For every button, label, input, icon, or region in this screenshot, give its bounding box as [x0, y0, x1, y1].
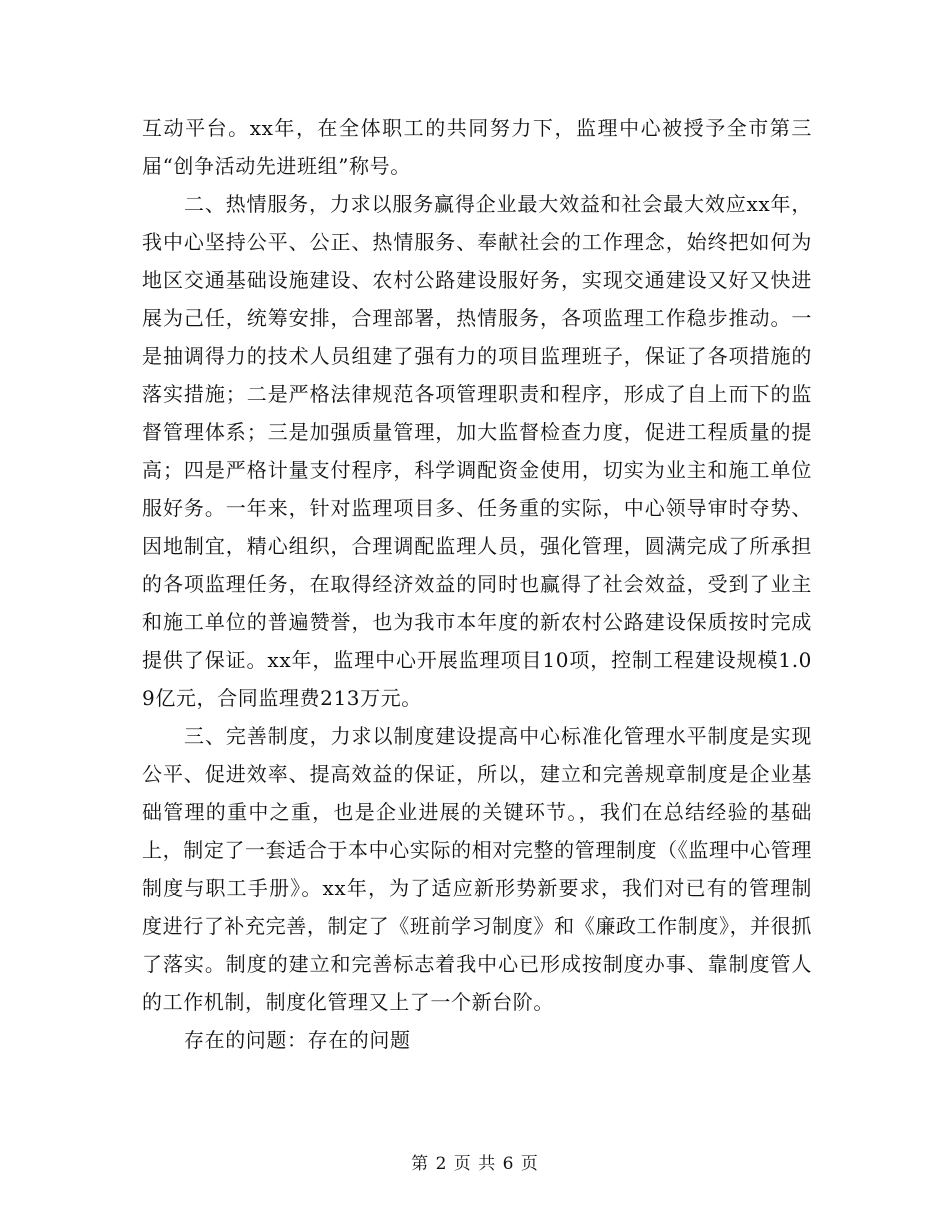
page-number-footer: 第 2 页 共 6 页: [411, 1154, 539, 1174]
paragraph-system: 三、完善制度，力求以制度建设提高中心标准化管理水平制度是实现公平、促进效率、提高效益的保证，所以，建立和完善规章制度是企业基础管理的重中之重，也是企业进展的关键环节。，我们在总结经验的基础上，制定了一套适合于本中心实际的相对完整的管理制度（《监理中心管理制度与职工手册》。xx年，为了适应新形势新要求，我们对已有的管理制度进行了补充完善，制定了《班前学习制度》和《廉政工作制度》，并很抓了落实。制度的建立和完善标志着我中心已形成按制度办事、靠制度管人的工作机制，制度化管理又上了一个新台阶。: [142, 724, 812, 1014]
paragraph-service: 二、热情服务，力求以服务赢得企业最大效益和社会最大效应xx年，我中心坚持公平、公正、热情服务、奉献社会的工作理念，始终把如何为地区交通基础设施建设、农村公路建设服好务，实现交通建设又好又快进展为己任，统筹安排，合理部署，热情服务，各项监理工作稳步推动。一是抽调得力的技术人员组建了强有力的项目监理班子，保证了各项措施的落实措施；二是严格法律规范各项管理职责和程序，形成了自上而下的监督管理体系；三是加强质量管理，加大监督检查力度，促进工程质量的提高；四是严格计量支付程序，科学调配资金使用，切实为业主和施工单位服好务。一年来，针对监理项目多、任务重的实际，中心领导审时夺势、因地制宜，精心组织，合理调配监理人员，强化管理，圆满完成了所承担的各项监理任务，在取得经济效益的同时也赢得了社会效益，受到了业主和施工单位的普遍赞誉，也为我市本年度的新农村公路建设保质按时完成提供了保证。xx年，监理中心开展监理项目10项，控制工程建设规模1.09亿元，合同监理费213万元。: [142, 192, 812, 710]
body-text: [142, 109, 812, 1059]
paragraph-problems: 存在的问题：存在的问题: [184, 1028, 411, 1052]
paragraph-continuation: 互动平台。xx年，在全体职工的共同努力下，监理中心被授予全市第三届“创争活动先进班组”称号。: [142, 116, 812, 178]
